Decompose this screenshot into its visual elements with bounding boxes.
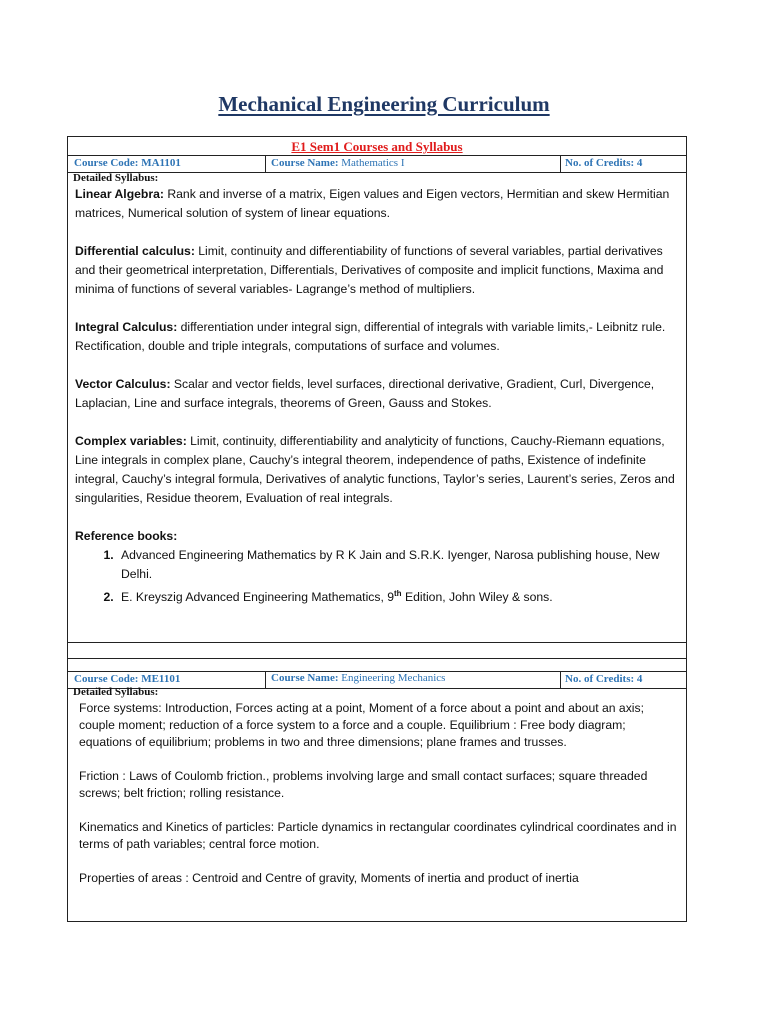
paragraph-force-systems: Force systems: Introduction, Forces acting at a point, Moment of a force about a point and about an axis; couple moment; reduction of a force system to a force and a couple. Equilibrium : Free body diagram; equations of equilibrium; problems in two and three dimensions; plane frames and trusses. [79, 701, 644, 749]
reference-item: 1. Advanced Engineering Mathematics by R K Jain and S.R.K. Iyenger, Narosa publishing house, New Delhi. [117, 546, 681, 584]
course2-credits: No. of Credits: 4 [565, 673, 643, 685]
course2-syllabus [79, 700, 679, 904]
topic-vector-calculus: Vector Calculus: Scalar and vector fields, level surfaces, directional derivative, Gradient, Curl, Divergence, Laplacian, Line and surface integrals, theorems of Green, Gauss and Stokes. [75, 377, 655, 410]
topic-complex-variables: Complex variables: Limit, continuity, differentiability and analyticity of functions, Cauchy-Riemann equations, Line integrals in complex plane, Cauchy’s integral theorem, independence of paths, Existence of indefinite integral, Cauchy’s integral formula, Derivatives of analytic functions, Taylor’s series, Laurent’s series, Zeros and singularities, Residue theorem, Evaluation of real integrals. [75, 434, 675, 505]
row-divider [68, 172, 686, 173]
course1-detailed-label: Detailed Syllabus: [73, 172, 159, 184]
reference-item: 2. E. Kreyszig Advanced Engineering Mathematics, 9th Edition, John Wiley & sons. [117, 584, 681, 607]
topic-integral-calculus: Integral Calculus: differentiation under integral sign, differential of integrals with variable limits,- Leibnitz rule. Rectification, double and triple integrals, computations of surface and volumes. [75, 320, 666, 353]
column-divider [560, 671, 561, 688]
column-divider [265, 671, 266, 688]
row-divider [68, 658, 686, 659]
topic-linear-algebra: Linear Algebra: Rank and inverse of a matrix, Eigen values and Eigen vectors, Hermitian and skew Hermitian matrices, Numerical solution of system of linear equations. [75, 187, 670, 220]
course1-credits: No. of Credits: 4 [565, 157, 643, 169]
row-divider [68, 688, 686, 689]
reference-books-title: Reference books: [75, 529, 178, 543]
row-divider [68, 155, 686, 156]
course2-name: Course Name: Engineering Mechanics [271, 672, 446, 684]
column-divider [265, 155, 266, 172]
section-title: E1 Sem1 Courses and Syllabus [291, 139, 463, 154]
column-divider [560, 155, 561, 172]
course1-syllabus [75, 185, 681, 607]
paragraph-properties-of-areas: Properties of areas : Centroid and Centre of gravity, Moments of inertia and product of inertia [79, 871, 579, 885]
course1-code: Course Code: MA1101 [74, 157, 181, 169]
paragraph-kinematics: Kinematics and Kinetics of particles: Particle dynamics in rectangular coordinates cylindrical coordinates and in terms of path variables; central force motion. [79, 820, 677, 851]
topic-differential-calculus: Differential calculus: Limit, continuity and differentiability of functions of several variables, partial derivatives and their geometrical interpretation, Differentials, Derivatives of composite and implicit functions, Maxima and minima of functions of several variables- Lagrange’s method of multipliers. [75, 244, 664, 296]
page-title: Mechanical Engineering Curriculum [218, 92, 550, 116]
reference-list [75, 546, 681, 607]
paragraph-friction: Friction : Laws of Coulomb friction., problems involving large and small contact surfaces; square threaded screws; belt friction; rolling resistance. [79, 769, 648, 800]
syllabus-table [67, 136, 687, 922]
course1-name: Course Name: Mathematics I [271, 157, 405, 169]
course2-detailed-label: Detailed Syllabus: [73, 686, 159, 698]
row-divider [68, 642, 686, 643]
course2-code: Course Code: ME1101 [74, 673, 181, 685]
